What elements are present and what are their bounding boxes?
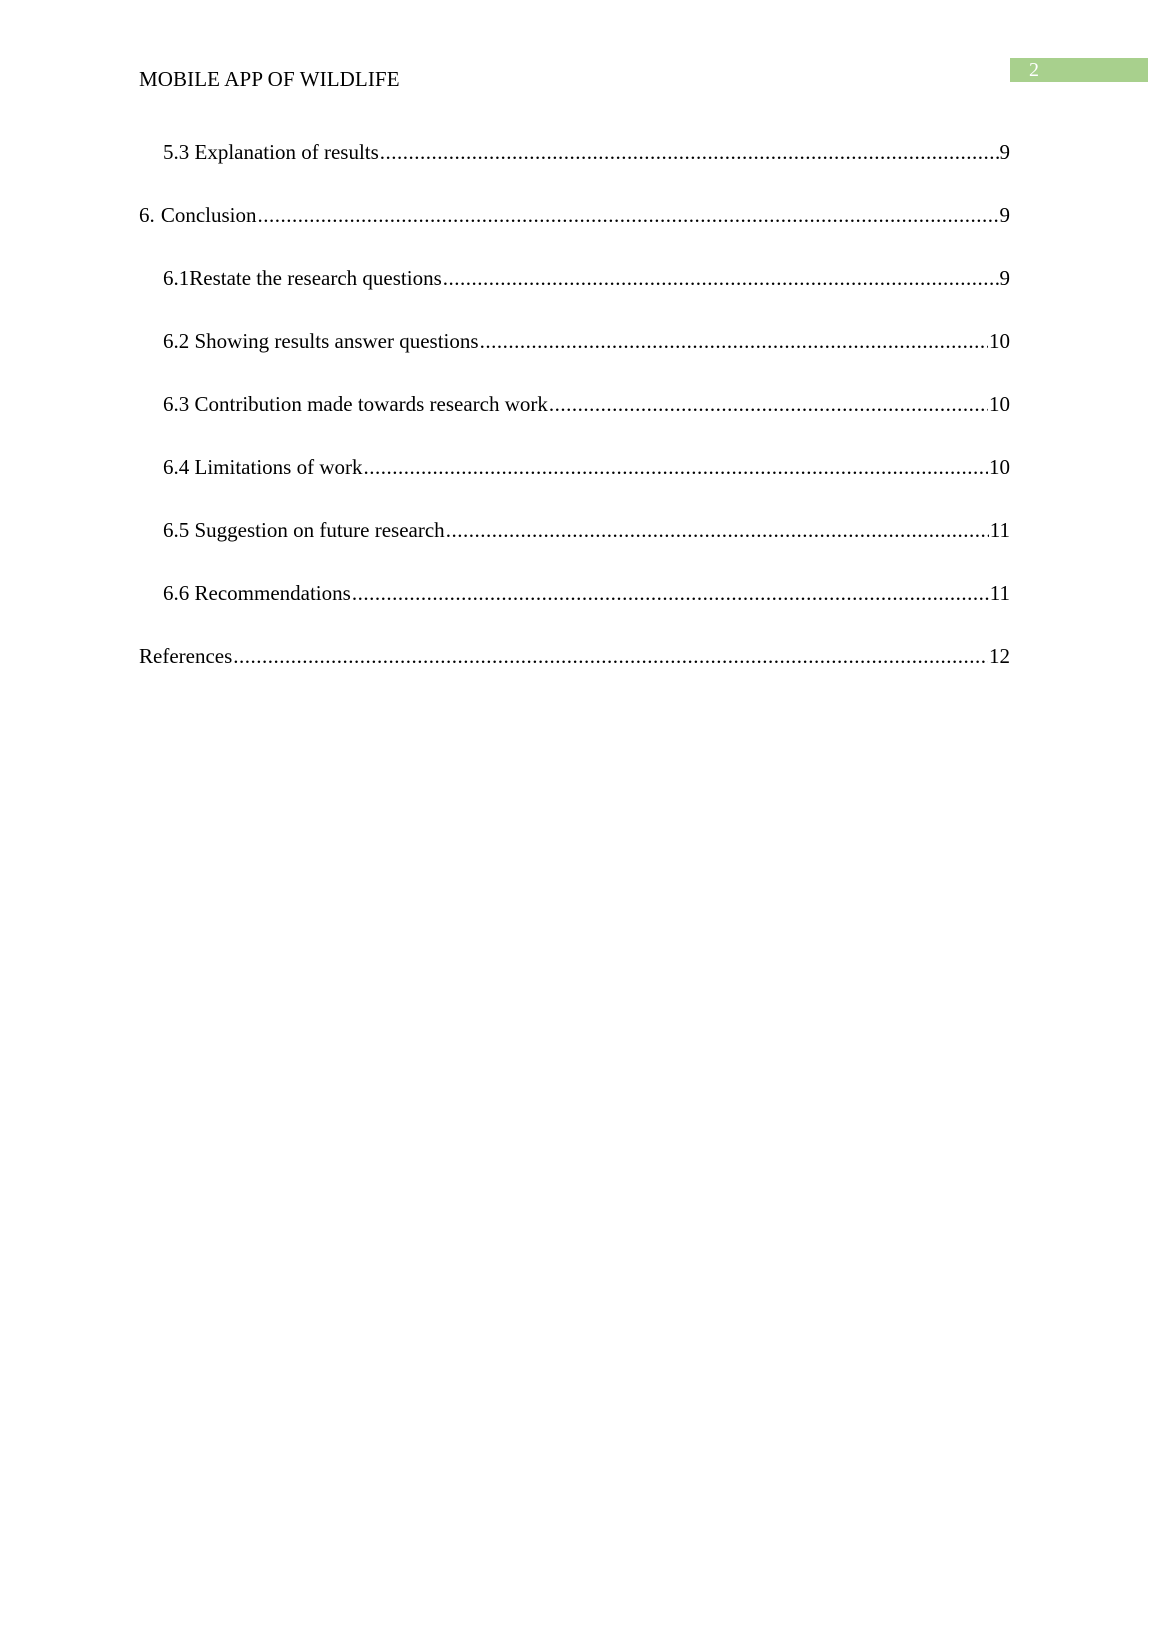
toc-entry-6-4[interactable] [139, 452, 1010, 515]
page-number: 2 [1029, 59, 1039, 81]
toc-entry-title: 6.3 Contribution made towards research work [163, 392, 548, 416]
toc-entry-number: 6. [139, 203, 155, 227]
toc-dot-leader [363, 452, 988, 482]
toc-dot-leader [258, 200, 999, 230]
toc-entry-title: Conclusion [160, 203, 257, 227]
page-number-badge [1010, 58, 1148, 82]
table-of-contents [139, 137, 1010, 704]
toc-dot-leader [480, 326, 988, 356]
toc-entry-6-2[interactable] [139, 326, 1010, 389]
toc-entry-title: Restate the research questions [189, 266, 442, 290]
toc-entry-number: 6.1 [163, 266, 190, 290]
toc-dot-leader [446, 515, 989, 545]
toc-entry-title: 5.3 Explanation of results [163, 140, 379, 164]
running-head-title: MOBILE APP OF WILDLIFE [139, 67, 400, 91]
toc-entry-5-3[interactable] [139, 137, 1010, 200]
toc-entry-page: 11 [989, 581, 1010, 605]
toc-entry-title: References [139, 644, 233, 668]
toc-entry-page: 10 [989, 329, 1010, 353]
toc-dot-leader [352, 578, 989, 608]
toc-entry-page: 9 [999, 140, 1010, 164]
toc-entry-6-3[interactable] [139, 389, 1010, 452]
toc-entry-page: 11 [989, 518, 1010, 542]
toc-entry-title: 6.4 Limitations of work [163, 455, 363, 479]
toc-entry-title: 6.5 Suggestion on future research [163, 518, 445, 542]
toc-entry-title: 6.2 Showing results answer questions [163, 329, 479, 353]
toc-entry-page: 9 [999, 203, 1010, 227]
toc-entry-6[interactable] [139, 200, 1010, 263]
toc-entry-6-1[interactable] [139, 263, 1010, 326]
toc-entry-6-5[interactable] [139, 515, 1010, 578]
toc-entry-6-6[interactable] [139, 578, 1010, 641]
toc-dot-leader [233, 641, 988, 671]
toc-entry-title: 6.6 Recommendations [163, 581, 351, 605]
toc-dot-leader [443, 263, 999, 293]
toc-dot-leader [549, 389, 988, 419]
toc-entry-page: 10 [989, 455, 1010, 479]
toc-entry-page: 10 [989, 392, 1010, 416]
toc-entry-references[interactable] [139, 641, 1010, 704]
toc-entry-page: 12 [989, 644, 1010, 668]
toc-dot-leader [380, 137, 999, 167]
toc-entry-page: 9 [999, 266, 1010, 290]
